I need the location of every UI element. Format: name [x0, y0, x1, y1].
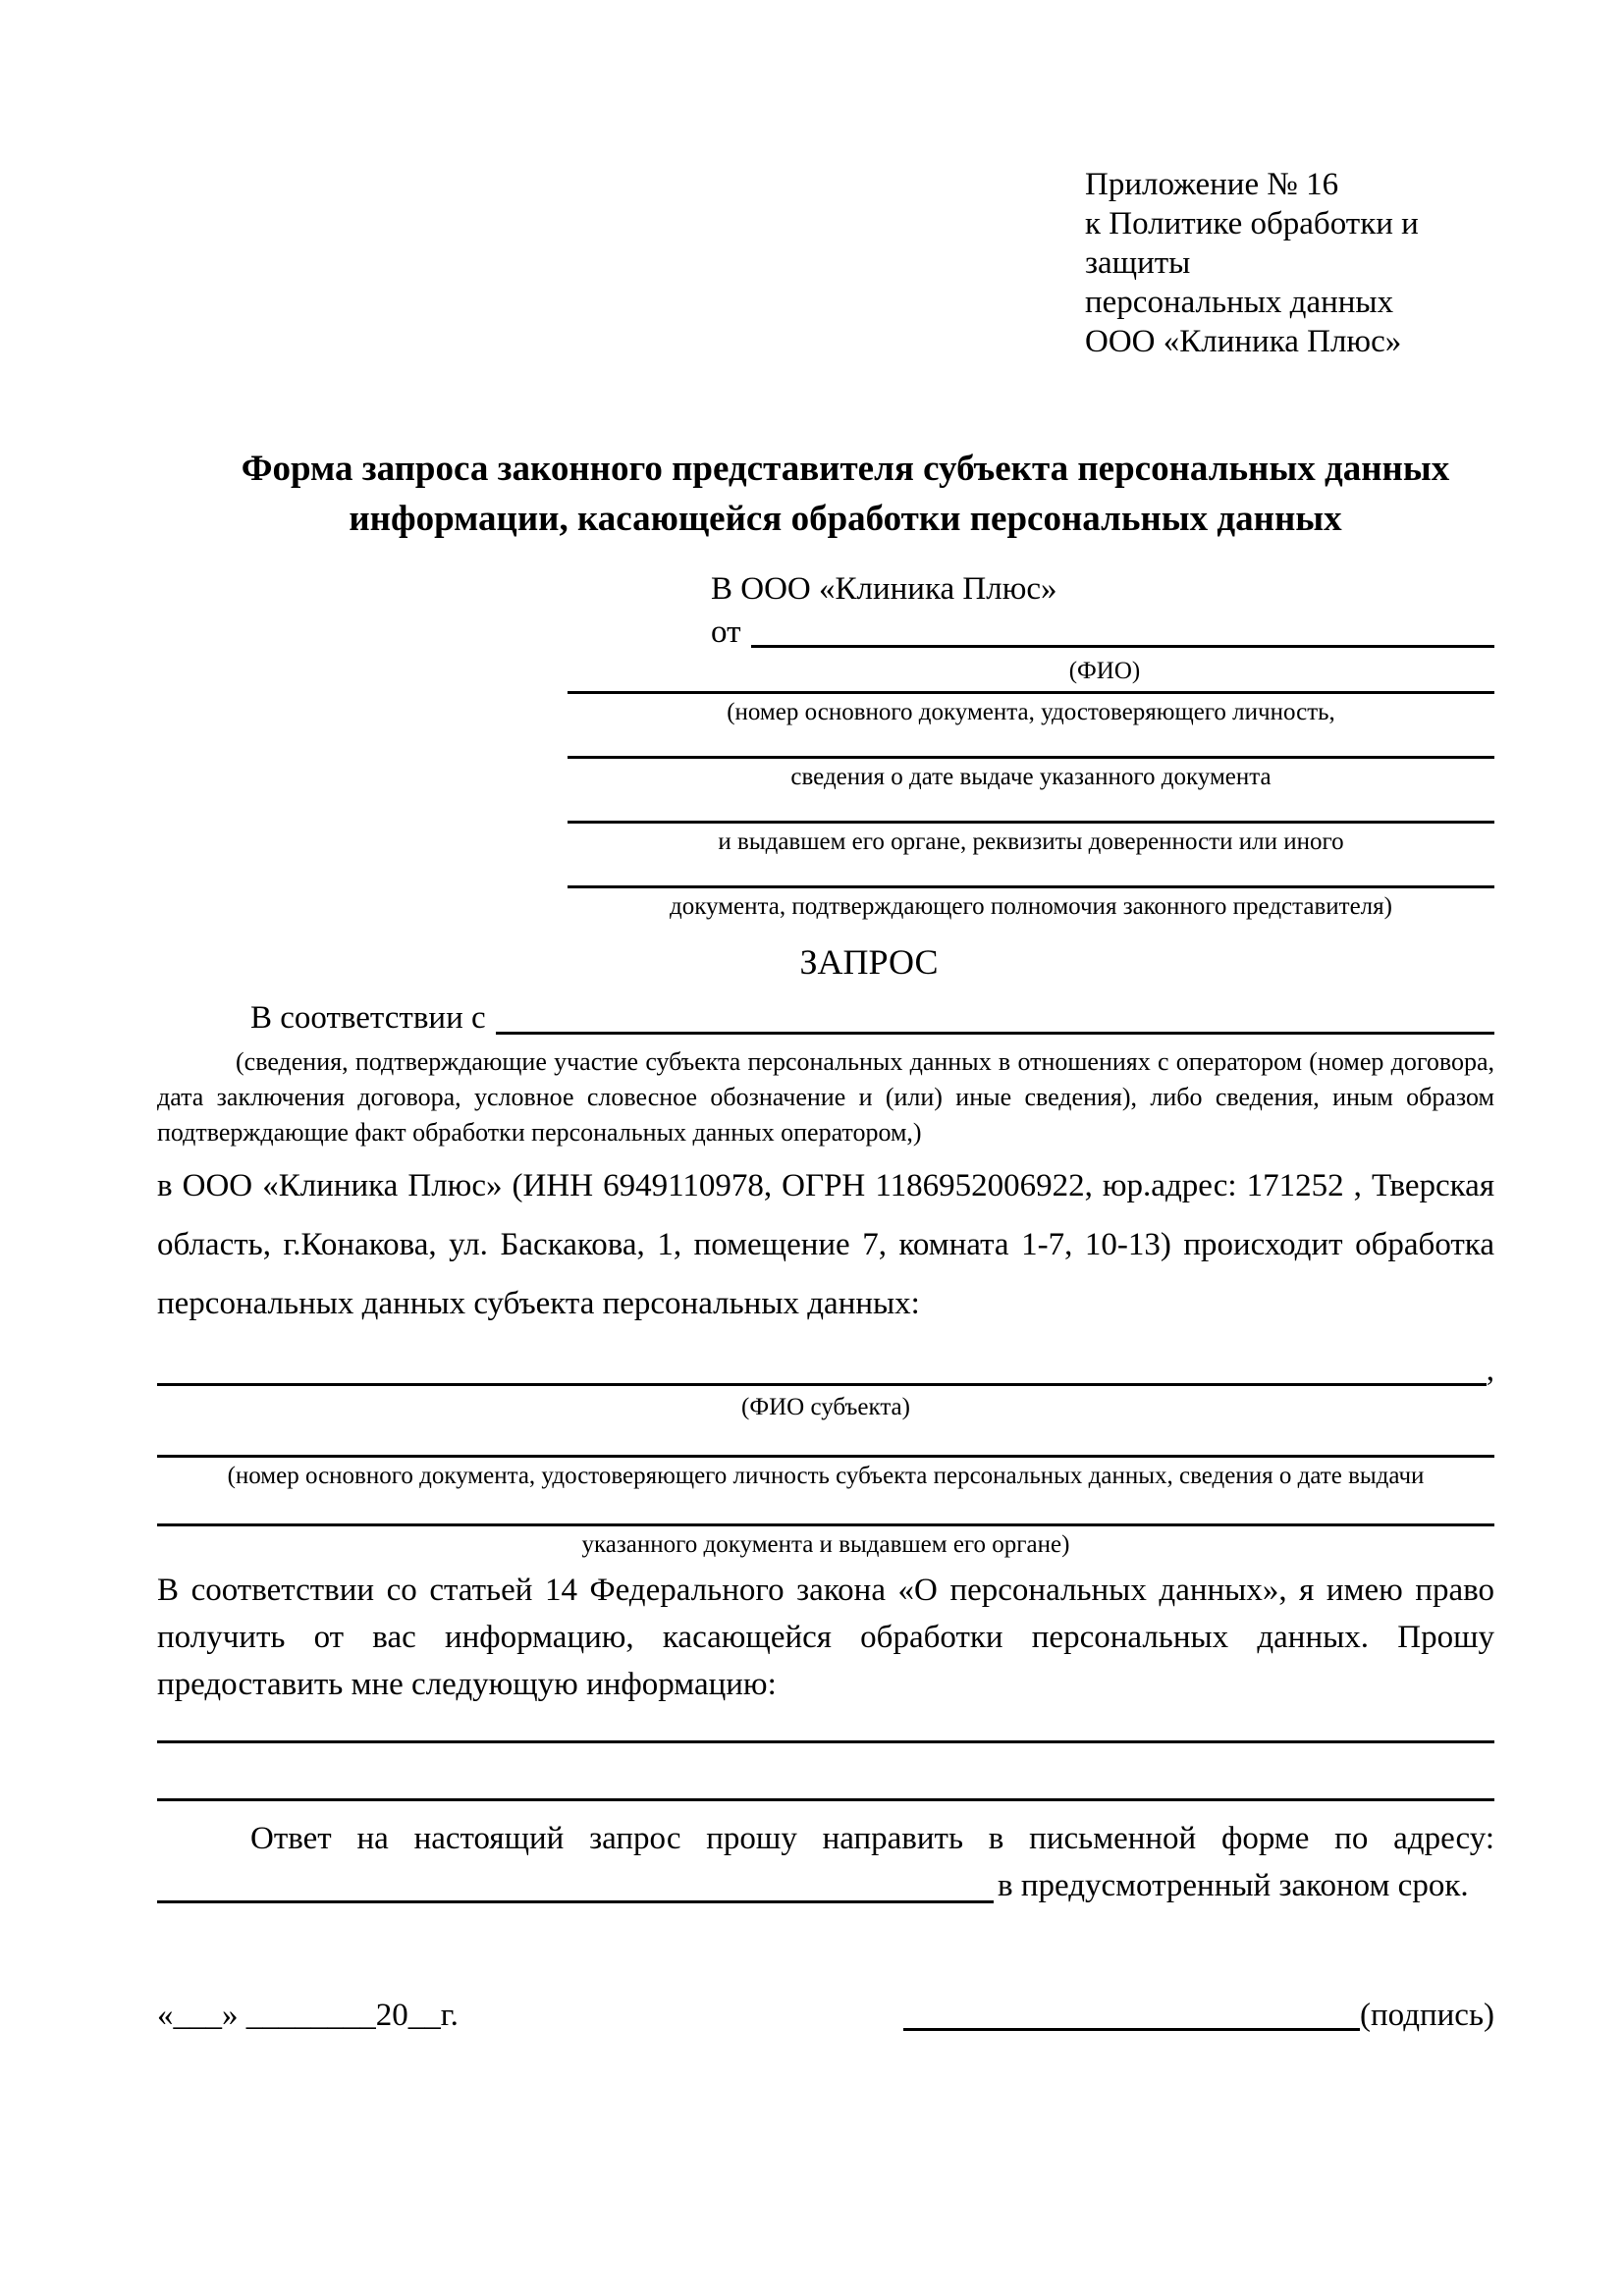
- accordance-blank-line: [496, 1032, 1494, 1035]
- subject-fio-row: [157, 1349, 1494, 1392]
- appendix-policy-line2: персональных данных: [1085, 285, 1394, 320]
- signature-group: [903, 1994, 1494, 2037]
- accordance-row: [157, 995, 1494, 1041]
- signature-footer: [157, 1994, 1494, 2037]
- request-heading: ЗАПРОС: [799, 942, 939, 982]
- signature-blank-line: [903, 2028, 1360, 2031]
- comma-suffix: ,: [1486, 1353, 1494, 1388]
- blank-line-subject-doc-2: [157, 1523, 1494, 1526]
- addressee-to: В ООО «Клиника Плюс»: [711, 571, 1057, 607]
- subject-doc-field-1: [157, 1455, 1494, 1490]
- fio-blank-line: [751, 645, 1495, 648]
- appendix-company: ООО «Клиника Плюс»: [1085, 324, 1402, 359]
- addressee-block: [568, 567, 1494, 921]
- doc-number-caption: (номер основного документа, удостоверяющего личность,: [727, 699, 1335, 725]
- blank-line-subject-doc-1: [157, 1455, 1494, 1458]
- blank-line-issue-date: [568, 756, 1494, 759]
- blank-line-info-2: [157, 1798, 1494, 1801]
- accordance-caption: (сведения, подтверждающие участие субъекта персональных данных в отношениях с оператором (номер договора, дата заключения договора, условное словесное обозначение и (или) иные сведения), либо сведения, иным образом подтверждающие факт обработки персональных данных оператором,): [157, 1047, 1494, 1147]
- answer-suffix: в предусмотренный законом срок.: [998, 1868, 1469, 1903]
- address-blank-line: [157, 1900, 994, 1903]
- authority-caption: и выдавшем его органе, реквизиты доверенности или иного: [718, 828, 1344, 855]
- operator-paragraph: в ООО «Клиника Плюс» (ИНН 6949110978, ОГРН 1186952006922, юр.адрес: 171252 , Тверская область, г.Конакова, ул. Баскакова, 1, помещение 7, комната 1-7, 10-13) происходит обработка персональных данных субъекта персональных данных:: [157, 1168, 1494, 1321]
- blank-line-representative-doc: [568, 885, 1494, 888]
- blank-line-info-1: [157, 1740, 1494, 1743]
- representative-doc-field: [568, 885, 1494, 921]
- subject-doc-caption-1: (номер основного документа, удостоверяющего личность субъекта персональных данных, сведения о дате выдачи: [227, 1463, 1425, 1489]
- accordance-label: В соответствии с: [250, 1000, 486, 1036]
- issuing-authority-field: [568, 821, 1494, 856]
- fio-caption: (ФИО): [1068, 658, 1141, 684]
- blank-line-doc-number: [568, 691, 1494, 694]
- subject-fio-blank-line: [157, 1383, 1487, 1386]
- date-line: «___» ________20__г.: [157, 1998, 459, 2033]
- blank-line-authority: [568, 821, 1494, 824]
- issue-date-field: [568, 756, 1494, 791]
- subject-doc-field-2: [157, 1523, 1494, 1559]
- document-number-field: [568, 691, 1494, 726]
- answer-paragraph: Ответ на настоящий запрос прошу направить в письменной форме по адресу:: [250, 1821, 1494, 1856]
- addressee-from-row: [568, 611, 1494, 654]
- appendix-number: Приложение № 16: [1085, 167, 1339, 202]
- from-label: от: [711, 614, 741, 650]
- appendix-policy-line: к Политике обработки и защиты: [1085, 206, 1419, 281]
- document-title: Форма запроса законного представителя субъекта персональных данных информации, касающейся обработки персональных данных: [241, 449, 1450, 539]
- subject-doc-caption-2: указанного документа и выдавшем его органе): [581, 1531, 1070, 1558]
- representative-doc-caption: документа, подтверждающего полномочия законного представителя): [670, 893, 1392, 920]
- signature-caption: (подпись): [1360, 1998, 1494, 2033]
- law-paragraph: В соответствии со статьей 14 Федерального закона «О персональных данных», я имею право получить от вас информацию, касающейся обработки персональных данных. Прошу предоставить мне следующую информацию:: [157, 1573, 1494, 1702]
- appendix-header: [1085, 165, 1494, 361]
- answer-address-row: [157, 1862, 1494, 1909]
- issue-date-caption: сведения о дате выдаче указанного документа: [790, 764, 1272, 790]
- subject-fio-caption: (ФИО субъекта): [741, 1394, 910, 1420]
